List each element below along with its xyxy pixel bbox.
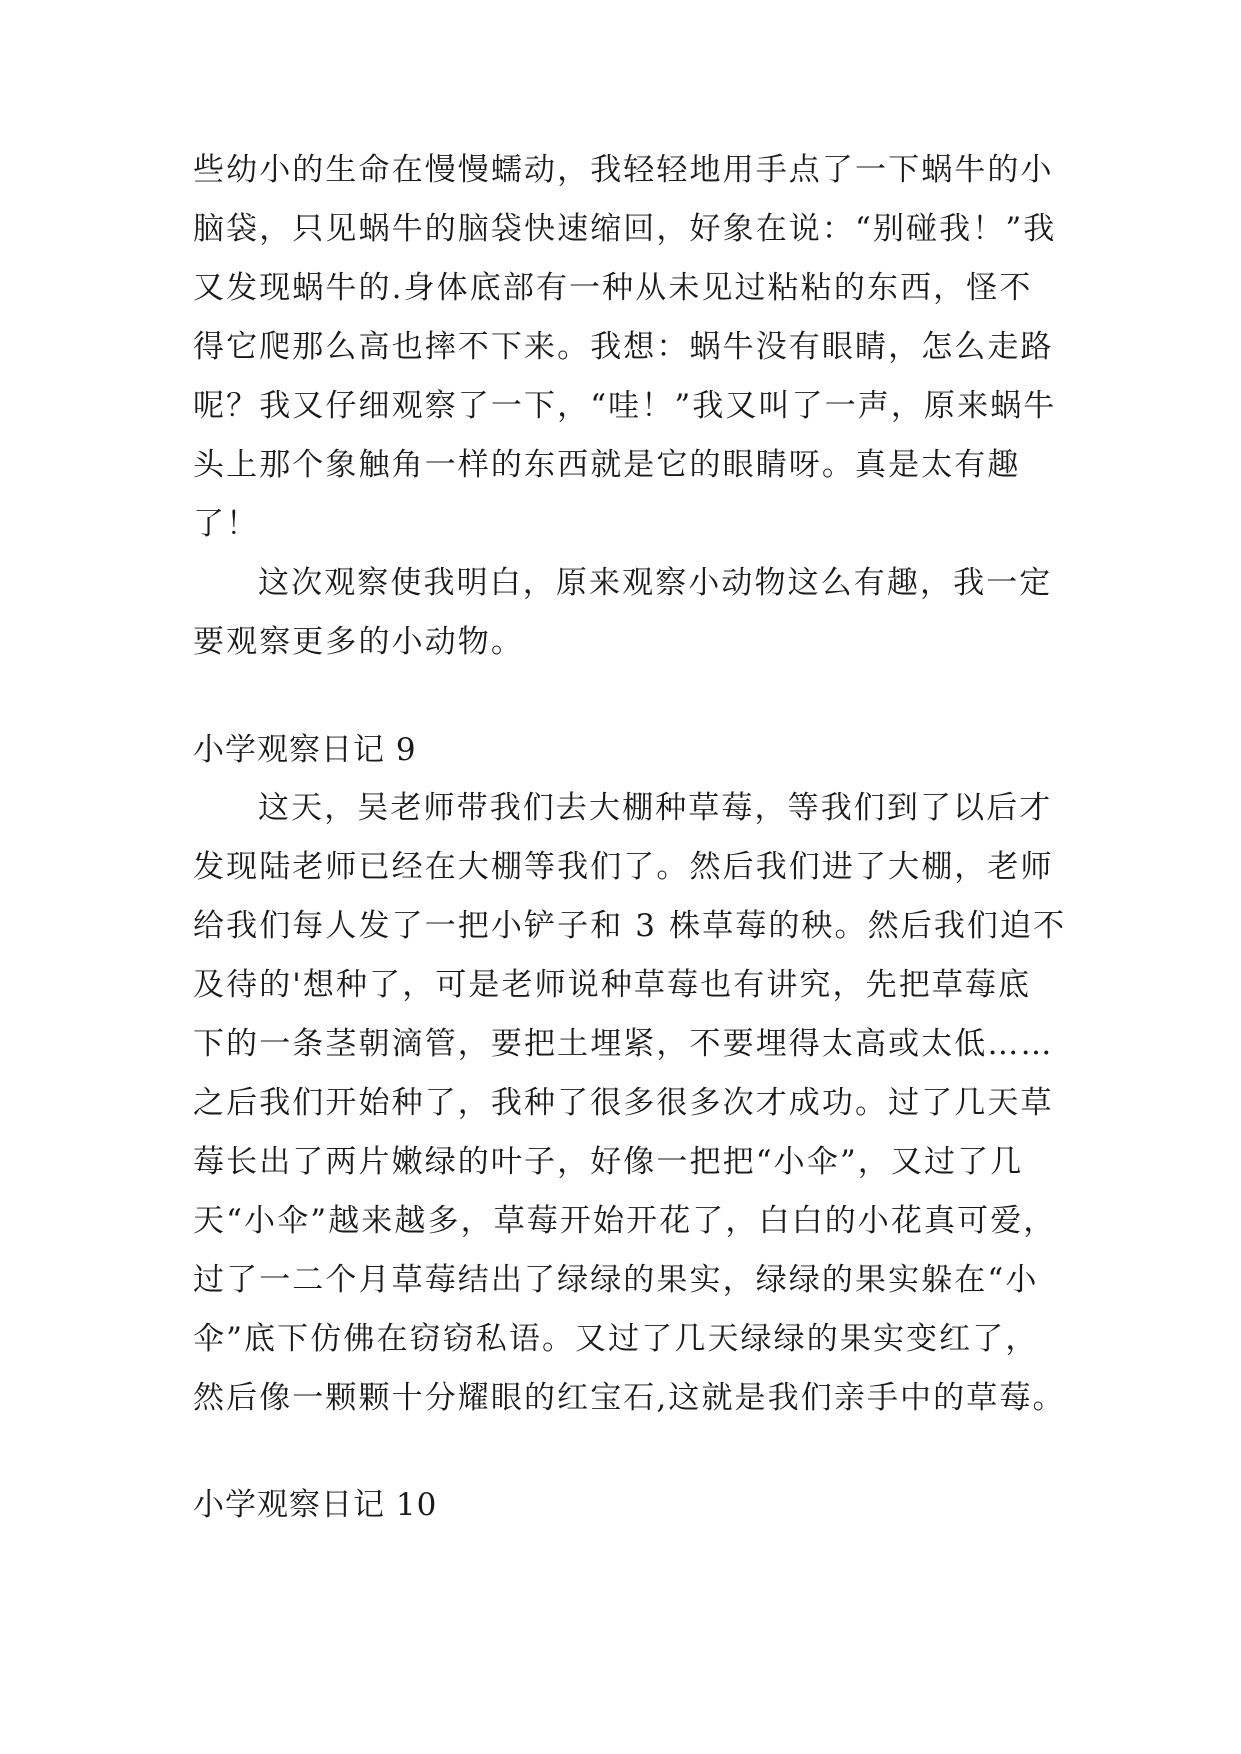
paragraph-line: 头上那个象触角一样的东西就是它的眼睛呀。真是太有趣 — [193, 447, 1021, 483]
paragraph-line: 了！ — [193, 506, 260, 542]
paragraph-line: 莓长出了两片嫩绿的叶子，好像一把把“小伞”，又过了几 — [193, 1144, 1024, 1180]
diary-10-title: 小学观察日记 10 — [193, 1487, 438, 1523]
paragraph-line: 些幼小的生命在慢慢蠕动，我轻轻地用手点了一下蜗牛的小 — [193, 152, 1054, 188]
paragraph-line: 及待的'想种了，可是老师说种草莓也有讲究，先把草莓底 — [193, 967, 1032, 1003]
paragraph-line: 这天，吴老师带我们去大棚种草莓，等我们到了以后才 — [258, 790, 1053, 826]
paragraph-line: 给我们每人发了一把小铲子和 3 株草莓的秧。然后我们迫不 — [193, 908, 1067, 944]
paragraph-line: 要观察更多的小动物。 — [193, 624, 524, 660]
paragraph-line: 这次观察使我明白，原来观察小动物这么有趣，我一定 — [258, 565, 1053, 601]
paragraph-line: 之后我们开始种了，我种了很多很多次才成功。过了几天草 — [193, 1085, 1054, 1121]
paragraph-line: 发现陆老师已经在大棚等我们了。然后我们进了大棚，老师 — [193, 849, 1054, 885]
paragraph-line: 过了一二个月草莓结出了绿绿的果实，绿绿的果实躲在“小 — [193, 1262, 1039, 1298]
paragraph-line: 伞”底下仿佛在窃窃私语。又过了几天绿绿的果实变红了， — [193, 1321, 1039, 1357]
paragraph-line: 下的一条茎朝滴管，要把土埋紧，不要埋得太高或太低…… — [193, 1026, 1054, 1062]
paragraph-line: 又发现蜗牛的.身体底部有一种从未见过粘粘的东西，怪不 — [193, 270, 1033, 306]
diary-9-title: 小学观察日记 9 — [193, 732, 417, 768]
paragraph-line: 脑袋，只见蜗牛的脑袋快速缩回，好象在说：“别碰我！”我 — [193, 211, 1057, 247]
paragraph-line: 呢？我又仔细观察了一下，“哇！”我又叫了一声，原来蜗牛 — [193, 388, 1057, 424]
paragraph-line: 得它爬那么高也摔不下来。我想：蜗牛没有眼睛，怎么走路 — [193, 329, 1054, 365]
paragraph-line: 然后像一颗颗十分耀眼的红宝石,这就是我们亲手中的草莓。 — [193, 1380, 1066, 1416]
paragraph-line: 天“小伞”越来越多，草莓开始开花了，白白的小花真可爱， — [193, 1203, 1057, 1239]
